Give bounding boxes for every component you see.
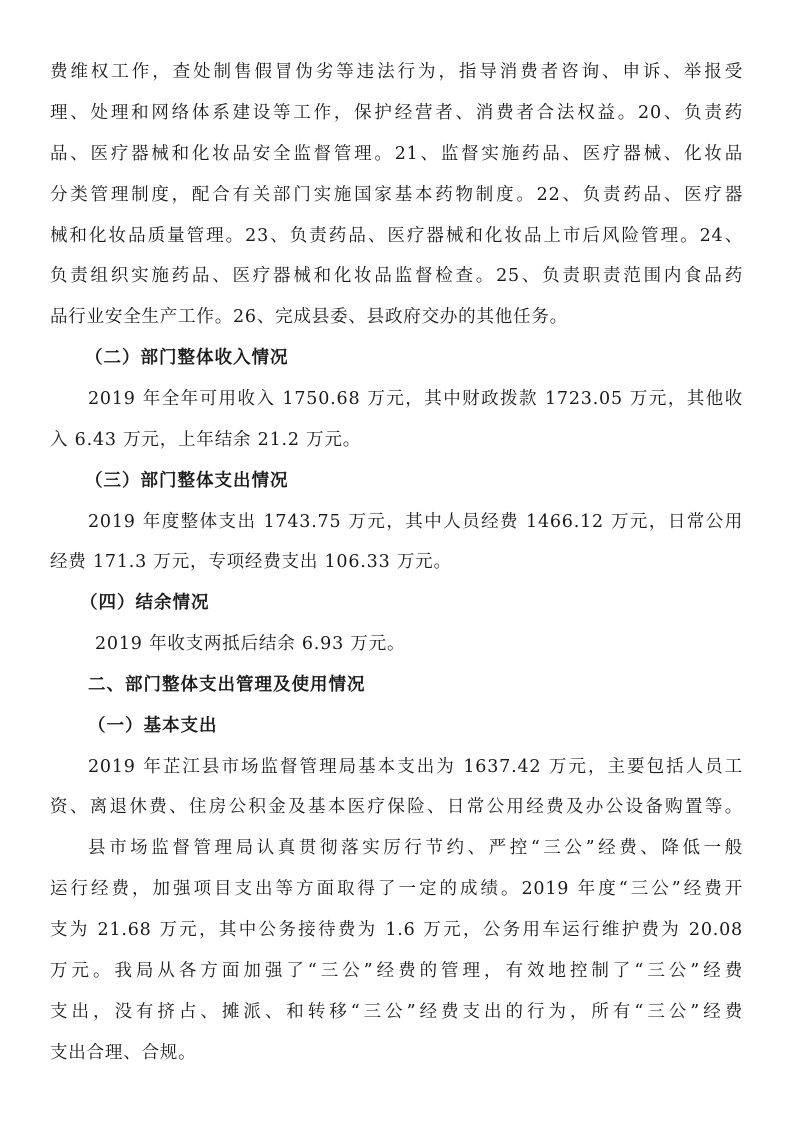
basic-para2-line-4: 万元。我局从各方面加强了“三公”经费的管理，有效地控制了“三公”经费 (50, 961, 743, 981)
income-section-heading: （二）部门整体收入情况 (85, 348, 289, 368)
intro-line-6: 负责组织实施药品、医疗器械和化妆品监督检查。25、负责职责范围内食品药 (50, 266, 743, 286)
basic-line-2: 资、离退休费、住房公积金及基本医疗保险、日常公用经费及办公设备购置等。 (50, 797, 743, 817)
basic-para2-line-6: 支出合理、合规。 (50, 1043, 197, 1063)
intro-line-5: 械和化妆品质量管理。23、负责药品、医疗器械和化妆品上市后风险管理。24、 (50, 226, 743, 246)
intro-line-1: 费维权工作，查处制售假冒伪劣等违法行为，指导消费者咨询、申诉、举报受 (50, 62, 743, 82)
basic-para2-line-3: 支为 21.68 万元，其中公务接待费为 1.6 万元，公务用车运行维护费为 20.08 (50, 920, 743, 940)
expense-section-heading: （三）部门整体支出情况 (85, 471, 289, 491)
basic-para2-line-5: 支出，没有挤占、摊派、和转移“三公”经费支出的行为，所有“三公”经费 (50, 1002, 743, 1022)
basic-section-heading: （一）基本支出 (88, 716, 218, 736)
basic-line-1: 2019 年芷江县市场监督管理局基本支出为 1637.42 万元，主要包括人员工 (88, 757, 743, 777)
part-two-heading: 二、部门整体支出管理及使用情况 (88, 675, 366, 695)
expense-line-1: 2019 年度整体支出 1743.75 万元，其中人员经费 1466.12 万元，日常公用 (88, 512, 743, 532)
intro-line-4: 分类管理制度，配合有关部门实施国家基本药物制度。22、负责药品、医疗器 (50, 185, 743, 205)
income-line-2: 入 6.43 万元，上年结余 21.2 万元。 (50, 430, 362, 450)
balance-section-heading: （四）结余情况 (80, 593, 210, 613)
basic-para2-line-2: 运行经费，加强项目支出等方面取得了一定的成绩。2019 年度“三公”经费开 (50, 879, 743, 899)
intro-line-3: 品、医疗器械和化妆品安全监督管理。21、监督实施药品、医疗器械、化妆品 (50, 144, 743, 164)
intro-line-2: 理、处理和网络体系建设等工作，保护经营者、消费者合法权益。20、负责药 (50, 103, 743, 123)
expense-line-2: 经费 171.3 万元，专项经费支出 106.33 万元。 (50, 552, 452, 572)
income-line-1: 2019 年全年可用收入 1750.68 万元，其中财政拨款 1723.05 万元，其他收 (88, 389, 743, 409)
intro-line-7: 品行业安全生产工作。26、完成县委、县政府交办的其他任务。 (50, 307, 568, 327)
basic-para2-line-1: 县市场监督管理局认真贯彻落实厉行节约、严控“三公”经费、降低一般 (88, 838, 743, 858)
balance-line-1: 2019 年收支两抵后结余 6.93 万元。 (95, 634, 406, 654)
